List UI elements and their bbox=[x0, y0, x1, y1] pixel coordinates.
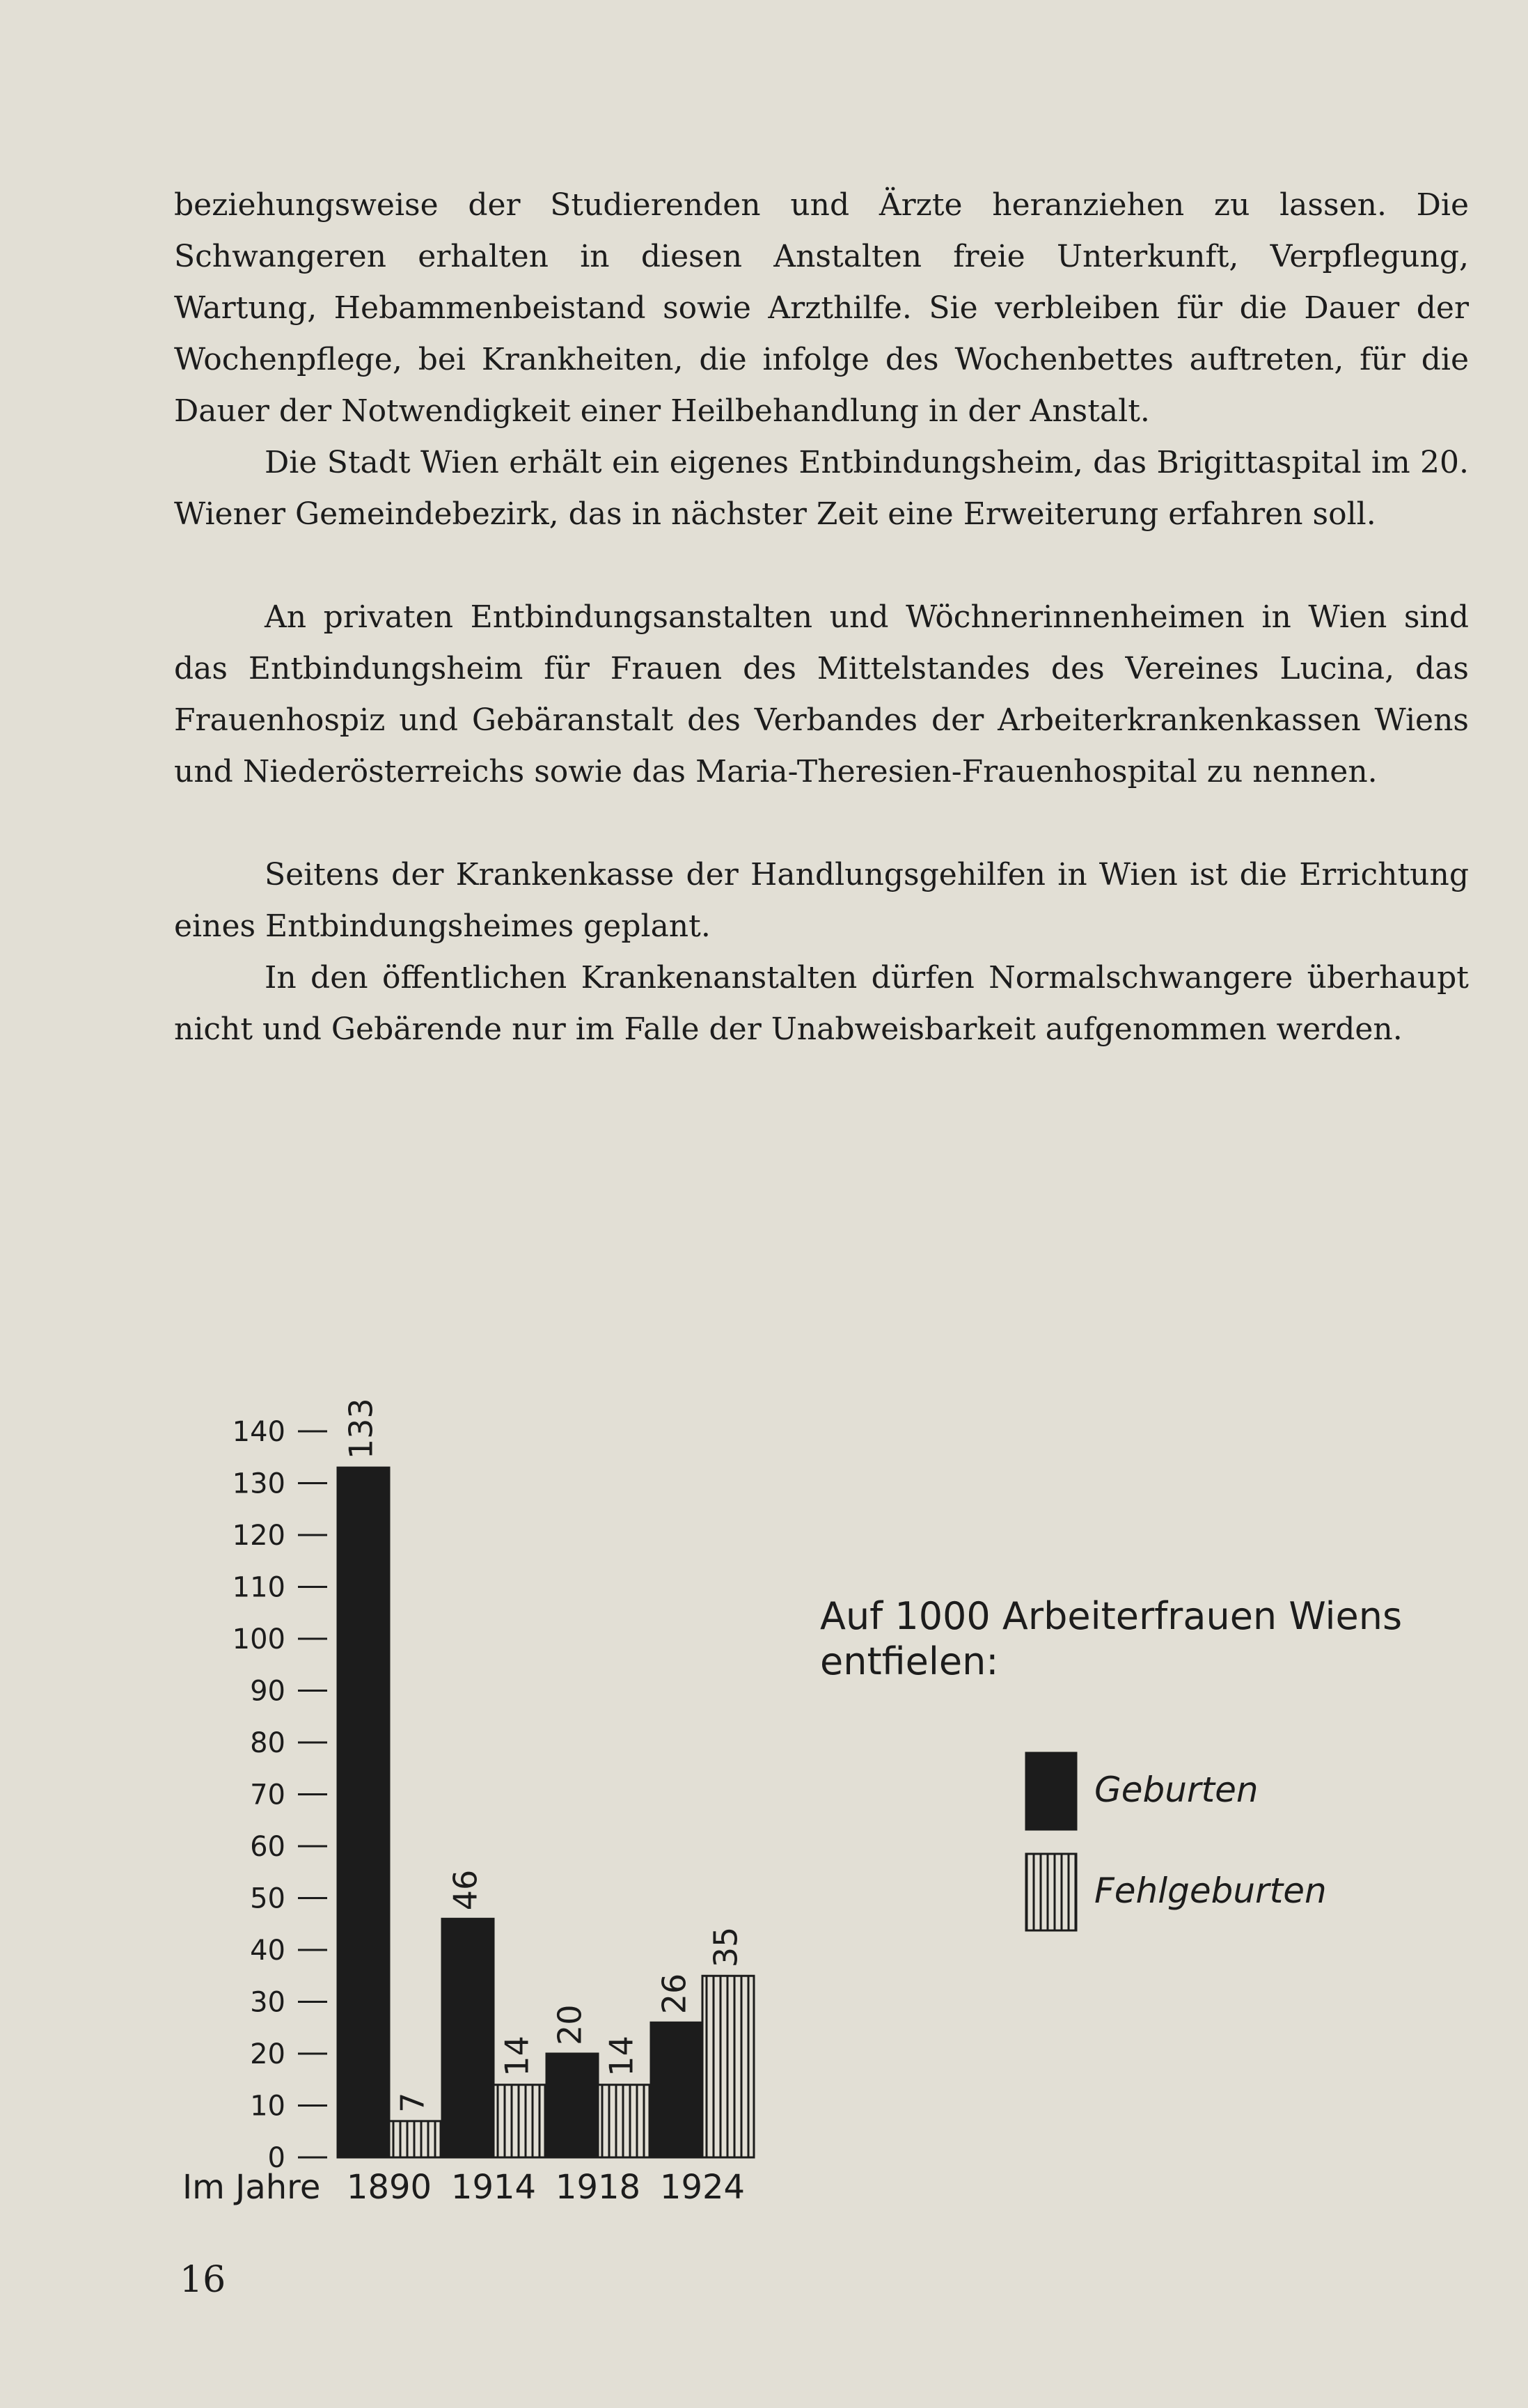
y-tick-label: 130 bbox=[232, 1467, 285, 1500]
x-tick-label: 1924 bbox=[659, 2168, 746, 2207]
y-tick-label: 40 bbox=[250, 1935, 285, 1967]
y-tick-label: 0 bbox=[267, 2142, 285, 2174]
y-tick-label: 90 bbox=[250, 1675, 285, 1708]
data-label: 26 bbox=[655, 1973, 693, 2015]
chart-title: Auf 1000 Arbeiterfrauen Wiens bbox=[820, 1594, 1403, 1638]
y-tick-label: 140 bbox=[232, 1416, 285, 1448]
bar-fehlgeburten-1890 bbox=[389, 2121, 441, 2157]
y-tick-label: 110 bbox=[232, 1571, 285, 1604]
birth-statistics-chart bbox=[0, 1358, 1528, 2228]
y-tick-label: 10 bbox=[250, 2090, 285, 2123]
x-axis-label: Im Jahre bbox=[182, 2168, 321, 2207]
y-tick-label: 30 bbox=[250, 1986, 285, 2019]
data-label: 20 bbox=[551, 2004, 589, 2045]
legend-label: Fehlgeburten bbox=[1094, 1871, 1327, 1911]
x-tick-label: 1914 bbox=[450, 2168, 537, 2207]
x-tick-label: 1890 bbox=[346, 2168, 432, 2207]
data-label: 46 bbox=[446, 1869, 485, 1911]
legend-label: Geburten bbox=[1094, 1770, 1259, 1810]
data-label: 14 bbox=[498, 2036, 536, 2077]
y-tick-label: 80 bbox=[250, 1727, 285, 1759]
chart-title: entfielen: bbox=[820, 1639, 999, 1683]
bar-fehlgeburten-1924 bbox=[702, 1976, 754, 2157]
data-label: 35 bbox=[707, 1926, 745, 1968]
bar-fehlgeburten-1914 bbox=[494, 2085, 545, 2157]
data-label: 14 bbox=[602, 2036, 640, 2077]
y-tick-label: 70 bbox=[250, 1779, 285, 1811]
y-tick-label: 20 bbox=[250, 2038, 285, 2070]
y-tick-label: 50 bbox=[250, 1882, 285, 1915]
bar-geburten-1914 bbox=[442, 1919, 494, 2157]
data-label: 133 bbox=[342, 1398, 380, 1460]
paragraph-5: In den öffentlichen Krankenanstalten dürfen Normalschwangere überhaupt nicht und Gebärende nur im Falle der Unabweisbarkeit aufgenommen werden. bbox=[174, 960, 1469, 1047]
legend-swatch-geburten bbox=[1026, 1753, 1076, 1829]
legend-swatch-fehlgeburten bbox=[1026, 1854, 1076, 1930]
y-tick-label: 120 bbox=[232, 1520, 285, 1552]
page-number: 16 bbox=[180, 2259, 226, 2301]
bar-fehlgeburten-1918 bbox=[598, 2085, 649, 2157]
paragraph-2: Die Stadt Wien erhält ein eigenes Entbindungsheim, das Brigittaspital im 20. Wiener Gemeindebezirk, das in nächster Zeit eine Erweiterung erfahren soll. bbox=[174, 445, 1469, 532]
bar-geburten-1890 bbox=[338, 1467, 389, 2157]
x-tick-label: 1918 bbox=[555, 2168, 641, 2207]
paragraph-1: beziehungsweise der Studierenden und Ärzte heranziehen zu lassen. Die Schwangeren erhalten in diesen Anstalten freie Unterkunft, Verpflegung, Wartung, Hebammenbeistand sowie Arzthilfe. Sie verbleiben für die Dauer der Wochenpflege, bei Krankheiten, die infolge des Wochenbettes auftreten, für die Dauer der Notwendigkeit einer Heilbehandlung in der Anstalt. bbox=[174, 187, 1469, 429]
y-tick-label: 100 bbox=[232, 1623, 285, 1655]
y-tick-label: 60 bbox=[250, 1831, 285, 1863]
paragraph-4: Seitens der Krankenkasse der Handlungsgehilfen in Wien ist die Errichtung eines Entbindungsheimes geplant. bbox=[174, 857, 1469, 944]
data-label: 7 bbox=[393, 2092, 432, 2113]
bar-geburten-1924 bbox=[651, 2022, 702, 2157]
paragraph-3: An privaten Entbindungsanstalten und Wöchnerinnenheimen in Wien sind das Entbindungsheim für Frauen des Mittelstandes des Vereines Lucina, das Frauenhospiz und Gebäranstalt des Verbandes der Arbeiterkrankenkassen Wiens und Niederösterreichs sowie das Maria-Theresien-Frauenhospital zu nennen. bbox=[174, 599, 1469, 789]
bar-geburten-1918 bbox=[546, 2054, 598, 2157]
